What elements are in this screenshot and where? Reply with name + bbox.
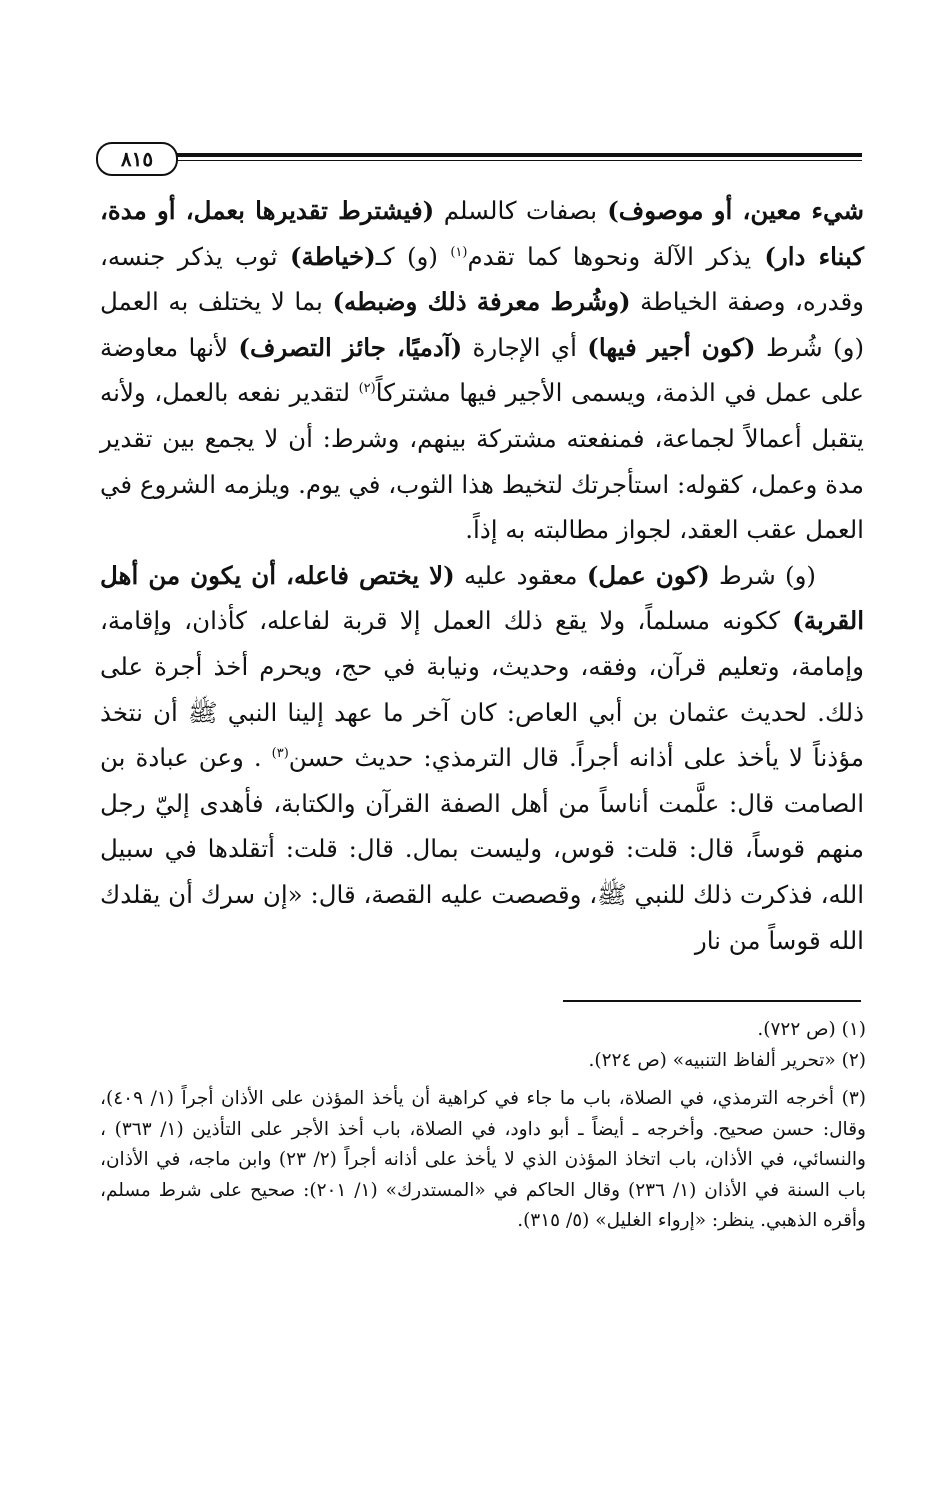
text-segment: (و) شرط — [709, 560, 816, 590]
paragraph-2 — [100, 553, 864, 963]
footnote-3: (٣) أخرجه الترمذي، في الصلاة، باب ما جاء في كراهية أن يأخذ المؤذن على الأذان أجراً (١/ ٤٠٩)، وقال: حسن صحيح. وأخرجه ـ أيضاً ـ أبو داود، في الصلاة، باب أخذ الأجر على التأذين (١/ ٣٦٣) ، والنسائي، في الأذان، باب اتخاذ المؤذن الذي لا يأخذ على أذانه أجراً (٢/ ٢٣) وابن ماجه، في الأذان، باب السنة في الأذان (١/ ٢٣٦) وقال الحاكم في «المستدرك» (١/ ٢٠١): صحيح على شرط مسلم، وأقره الذهبي. ينظر: «إرواء الغليل» (٥/ ٣١٥). — [100, 1088, 866, 1231]
text-segment: بصفات كالسلم — [434, 196, 598, 225]
text-segment: ثوب يذكر جنسه، وقدره، وصفة الخياطة — [100, 241, 864, 317]
bold-segment: (كون عمل) — [586, 560, 710, 590]
bold-segment: (كون أجير فيها) — [587, 332, 756, 362]
main-text — [100, 188, 864, 963]
text-segment: بما لا يختلف به العمل (و) شُرط — [100, 287, 864, 362]
text-segment: أي الإجارة — [462, 332, 588, 362]
text-segment: لتقدير نفعه بالعمل، ولأنه يتقبل أعمالاً لجماعة، فمنفعته مشتركة بينهم، وشرط: أن لا يجمع بين تقدير مدة وعمل، كقوله: استأجرتك لتخيط هذا الثوب، في يوم. ويلزمه الشروع في العمل عقب العقد، لجواز مطالبته به إذاً. — [100, 378, 864, 545]
footnote-marker: (٢) — [358, 381, 376, 397]
header-rule — [160, 153, 862, 157]
text-segment: ككونه مسلماً، ولا يقع ذلك العمل إلا قربة لفاعله، كأذان، وإقامة، وإمامة، وتعليم قرآن، وفقه، وحديث، ونيابة في حج، ويحرم أخذ أجرة على ذلك. لحديث عثمان بن أبي العاص: كان آخر ما عهد إلينا النبي ﷺ أن نتخذ مؤذناً لا يأخذ على أذانه أجراً. قال الترمذي: حديث حسن — [100, 606, 864, 773]
text-segment: . وعن عبادة بن الصامت قال: علَّمت أناساً من أهل الصفة القرآن والكتابة، فأهدى إليّ رجل منهم قوساً، قال: قلت: قوس، وليست بمال. قال: قلت: أتقلدها في سبيل الله، فذكرت ذلك للنبي ﷺ، وقصصت عليه القصة، قال: «إن سرك أن يقلدك الله قوساً من نار — [100, 743, 864, 955]
text-segment: يذكر الآلة ونحوها كما تقدم — [467, 241, 752, 271]
footnote-1: (١) (ص ٧٢٢). — [757, 1019, 866, 1040]
footnote-marker: (١) — [450, 244, 468, 260]
bold-segment: (خياطة) — [289, 241, 376, 271]
text-segment: لأنها معاوضة على عمل في الذمة، ويسمى الأجير فيها مشتركاً — [100, 332, 864, 408]
footnote-separator — [563, 1000, 861, 1002]
bold-segment: شيء معين، أو موصوف) — [597, 196, 864, 225]
bold-segment: (فيشترط تقديرها بعمل، أو مدة، كبناء دار) — [100, 196, 865, 271]
bold-segment: (لا يختص فاعله، أن يكون من أهل القربة) — [100, 560, 864, 636]
page-header — [96, 138, 862, 178]
text-segment: معقود عليه — [454, 560, 587, 590]
paragraph-1 — [100, 188, 864, 553]
page-number: ٨١٥ — [96, 142, 178, 176]
bold-segment: (آدميًا، جائز التصرف) — [238, 332, 463, 362]
footnotes — [100, 1015, 866, 1237]
text-segment: (و) كـ — [375, 241, 451, 271]
footnote-marker: (٣) — [271, 745, 289, 761]
footnote-2: (٢) «تحرير ألفاظ التنبيه» (ص ٢٢٤). — [588, 1049, 866, 1071]
header-rule-thin — [160, 160, 862, 161]
bold-segment: (وشُرط معرفة ذلك وضبطه) — [332, 287, 631, 317]
